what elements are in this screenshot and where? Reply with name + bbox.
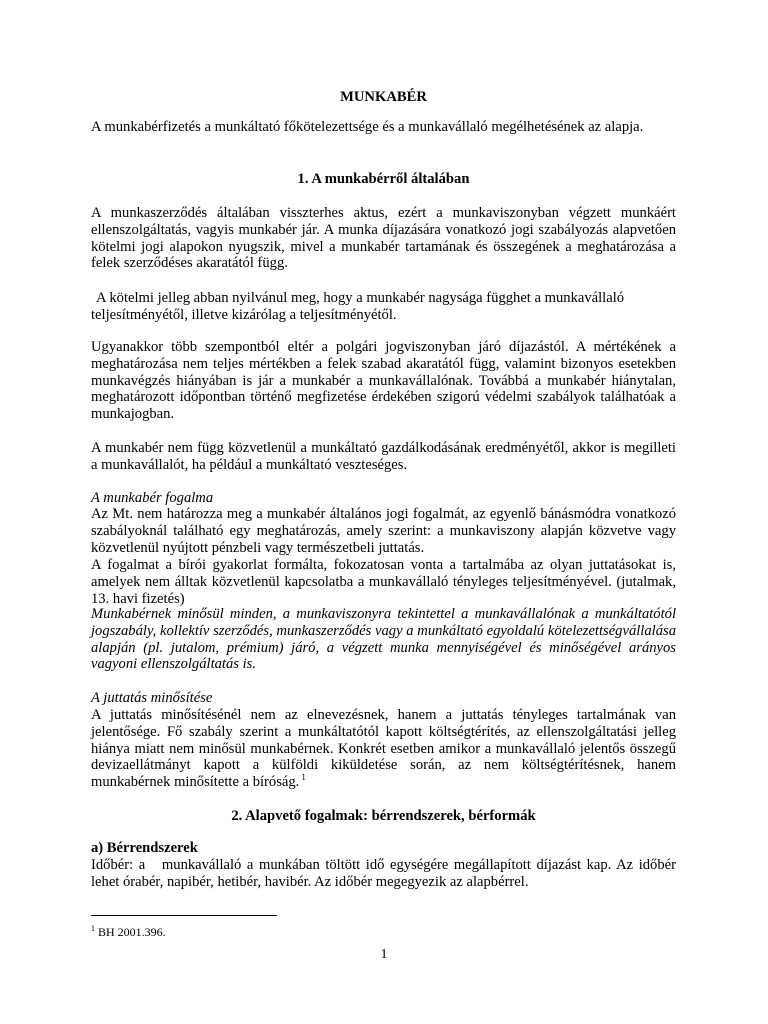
time-wage-paragraph: Időbér: a munkavállaló a munkában töltött idő egységére megállapított díjazást kap. Az időbér lehet órabér, napibér, hetibér, havibér. Az időbér megegyezik az alapbérrel. [91, 857, 680, 890]
qualification-paragraph [91, 707, 676, 791]
concept-definition: Munkabérnek minősül minden, a munkaviszonyra tekintettel a munkavállalónak a munkáltatótól jogszabály, kollektív szerződés, munkaszerződés vagy a munkáltató egyoldalú kötelezettségvállalása alapján (pl. jutalom, prémium) járó, a végzett munka mennyiségével és minőségével arányos vagyoni ellenszolgáltatás is. [91, 606, 676, 673]
section-1-paragraph-3: Ugyanakkor több szempontból eltér a polgári jogviszonyban járó díjazástól. A mértékének a meghatározása nem teljes mértékben a felek szabad akaratától függ, valamint bizonyos esetekben munkavégzés hiányában is jár a munkabér a munkavállalónak. Továbbá a munkabér hiánytalan, meghatározott időpontban történő megfizetése érdekében szigorú védelmi szabályok találhatóak a munkajogban. [91, 339, 676, 423]
footnote [91, 922, 166, 939]
section-1-paragraph-2: A kötelmi jelleg abban nyilvánul meg, hogy a munkabér nagysága függhet a munkavállaló teljesítményétől, illetve kizárólag a teljesítményétől. [91, 290, 625, 323]
concept-paragraph-2: A fogalmat a bírói gyakorlat formálta, fokozatosan vonta a tartalmába az olyan juttatásokat is, amelyek nem álltak közvetlenül kapcsolatba a munkavállaló tényleges teljesítményével. (jutalmak, 13. havi fizetés) [91, 557, 676, 607]
concept-paragraph-1: Az Mt. nem határozza meg a munkabér általános jogi fogalmát, az egyenlő bánásmódra vonatkozó szabályoknál található egy meghatározás, amely szerint: a munkaviszony alapján közvetve vagy közvetlenül nyújtott pénzbeli vagy természetbeli juttatás. [91, 506, 676, 556]
footnote-mark: 1 [91, 924, 95, 933]
qualification-text: A juttatás minősítésénél nem az elnevezésnek, hanem a juttatás tényleges tartalmának van jelentősége. Fő szabály szerint a munkáltatótól kapott költségtérítés, az ellenszolgáltatási jelleg hiánya miatt nem minősül munkabérnek. Konkrét esetben amikor a munkavállaló jelentős összegű devizaellátmányt kapott a külföldi kiküldetése során, az nem költségtérítésnek, hanem munkabérnek minősítette a bíróság. [91, 707, 676, 791]
footnote-divider [91, 915, 277, 916]
qualification-heading: A juttatás minősítése [91, 690, 213, 706]
intro-paragraph: A munkabérfizetés a munkáltató főkötelezettsége és a munkavállaló megélhetésének az alapja. [91, 119, 644, 135]
footnote-reference[interactable]: 1 [301, 772, 306, 783]
section-1-paragraph-4: A munkabér nem függ közvetlenül a munkáltató gazdálkodásának eredményétől, akkor is megilleti a munkavállalót, ha például a munkáltató veszteséges. [91, 440, 676, 473]
wage-systems-heading: a) Bérrendszerek [91, 840, 198, 856]
section-1-heading: 1. A munkabérről általában [297, 171, 470, 187]
document-title: MUNKABÉR [340, 89, 427, 105]
section-2-heading: 2. Alapvető fogalmak: bérrendszerek, bérformák [231, 808, 536, 824]
section-1-paragraph-1: A munkaszerződés általában visszterhes aktus, ezért a munkaviszonyban végzett munkáért ellenszolgáltatás, vagyis munkabér jár. A munka díjazására vonatkozó jogi szabályozás alapvetően kötelmi jogi alapokon nyugszik, mivel a munkabér tartamának és összegének a meghatározása a felek szerződéses akaratától függ. [91, 205, 676, 272]
page-number: 1 [380, 947, 388, 962]
concept-heading: A munkabér fogalma [91, 490, 214, 506]
footnote-text: BH 2001.396. [95, 925, 166, 939]
